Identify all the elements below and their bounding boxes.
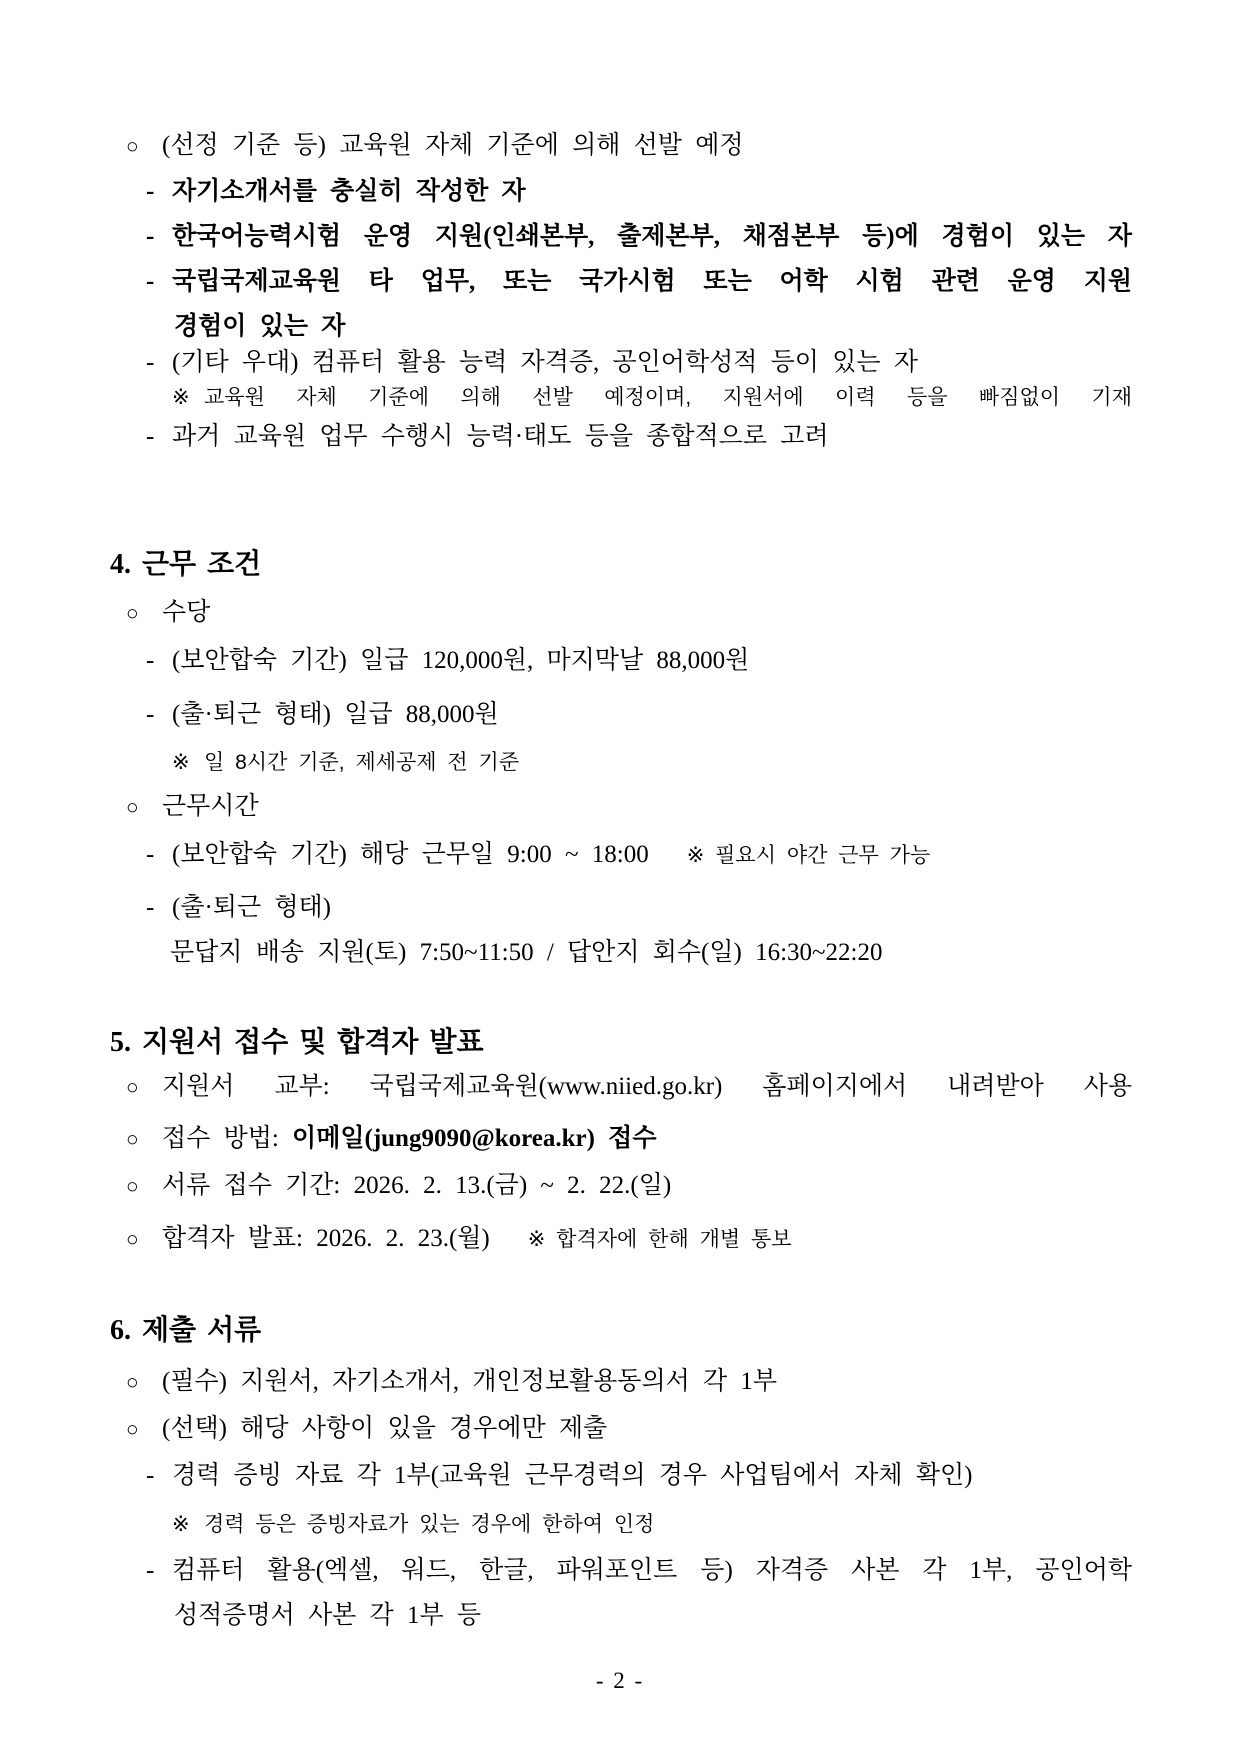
list-item (0, 892, 1240, 925)
note-text: 경력 등은 증빙자료가 있는 경우에 한하여 인정 (204, 1513, 655, 1536)
list-item (0, 597, 1240, 630)
circle-bullet: ○ (126, 1370, 139, 1394)
circle-bullet: ○ (126, 134, 139, 158)
item-text: (보안합숙 기간) 일급 120,000원, 마지막날 88,000원 (172, 647, 750, 674)
item-text: 경험이 있는 자 (174, 313, 346, 340)
section-heading-working-conditions: 4. 근무 조건 (110, 549, 262, 580)
circle-bullet: ○ (126, 601, 139, 625)
note-text: 교육원 자체 기준에 의해 선발 예정이며, 지원서에 이력 등을 빠짐없이 기재 (204, 386, 1132, 409)
list-item (0, 1123, 1240, 1156)
circle-bullet: ○ (126, 1417, 139, 1441)
item-text: 접수 방법: (162, 1125, 293, 1152)
circle-bullet: ○ (126, 1174, 139, 1198)
inline-note: ※ 합격자에 한해 개별 통보 (527, 1228, 792, 1251)
item-text: (보안합숙 기간) 해당 근무일 9:00 ~ 18:00 (172, 841, 649, 868)
list-item (0, 347, 1240, 380)
section-heading-application: 5. 지원서 접수 및 합격자 발표 (110, 1027, 484, 1058)
circle-bullet: ○ (126, 1075, 139, 1099)
list-item (0, 176, 1240, 209)
item-text: 서류 접수 기간: 2026. 2. 13.(금) ~ 2. 22.(일) (162, 1172, 672, 1199)
dash-bullet: - (146, 894, 155, 921)
item-text: (출·퇴근 형태) (172, 894, 331, 921)
circle-bullet: ○ (126, 1127, 139, 1151)
list-item-continuation (0, 311, 1240, 344)
item-text: 자기소개서를 충실히 작성한 자 (172, 178, 526, 205)
item-text: (선택) 해당 사항이 있을 경우에만 제출 (162, 1415, 608, 1442)
list-item (0, 421, 1240, 454)
item-text: 한국어능력시험 운영 지원(인쇄본부, 출제본부, 채점본부 등)에 경험이 있는 자 (172, 223, 1132, 250)
dash-bullet: - (146, 701, 155, 728)
note-line (0, 384, 1240, 411)
item-text: 합격자 발표: 2026. 2. 23.(월) (162, 1225, 490, 1252)
list-item (0, 1071, 1240, 1104)
item-text: 수당 (162, 599, 211, 626)
item-text: 컴퓨터 활용(엑셀, 워드, 한글, 파워포인트 등) 자격증 사본 각 1부, 공인어학 (172, 1557, 1132, 1584)
item-text: (출·퇴근 형태) 일급 88,000원 (172, 701, 499, 728)
item-text: (선정 기준 등) 교육원 자체 기준에 의해 선발 예정 (162, 132, 744, 159)
list-item (0, 130, 1240, 163)
list-item (0, 839, 1240, 872)
list-item (0, 699, 1240, 732)
note-line (0, 749, 1240, 776)
list-item (0, 1413, 1240, 1446)
item-text: (필수) 지원서, 자기소개서, 개인정보활용동의서 각 1부 (162, 1368, 778, 1395)
item-text: 성적증명서 사본 각 1부 등 (174, 1602, 482, 1629)
item-text: 경력 증빙 자료 각 1부(교육원 근무경력의 경우 사업팀에서 자체 확인) (172, 1462, 973, 1489)
item-text: 근무시간 (162, 793, 259, 820)
note-line (0, 1511, 1240, 1538)
list-item (0, 645, 1240, 678)
section-heading-documents: 6. 제출 서류 (110, 1315, 262, 1346)
dash-bullet: - (146, 423, 155, 450)
dash-bullet: - (146, 1557, 155, 1584)
email-address: 이메일(jung9090@korea.kr) 접수 (292, 1125, 657, 1152)
reference-mark-icon: ※ (172, 1513, 190, 1536)
list-item (0, 1366, 1240, 1399)
item-text: 과거 교육원 업무 수행시 능력·태도 등을 종합적으로 고려 (172, 423, 829, 450)
list-item (0, 266, 1240, 299)
dash-bullet: - (146, 223, 155, 250)
inline-note: ※ 필요시 야간 근무 가능 (686, 844, 931, 867)
list-item (0, 221, 1240, 254)
item-text: (기타 우대) 컴퓨터 활용 능력 자격증, 공인어학성적 등이 있는 자 (172, 349, 918, 376)
item-text: 문답지 배송 지원(토) 7:50~11:50 / 답안지 회수(일) 16:30~22:20 (170, 939, 883, 966)
dash-bullet: - (146, 178, 155, 205)
list-item (0, 791, 1240, 824)
list-item-continuation (0, 937, 1240, 970)
page-number: - 2 - (595, 1668, 645, 1693)
list-item (0, 1555, 1240, 1588)
list-item-continuation (0, 1600, 1240, 1633)
circle-bullet: ○ (126, 1227, 139, 1251)
reference-mark-icon: ※ (172, 751, 190, 774)
list-item (0, 1223, 1240, 1256)
reference-mark-icon: ※ (172, 386, 190, 409)
list-item (0, 1170, 1240, 1203)
note-text: 일 8시간 기준, 제세공제 전 기준 (204, 751, 520, 774)
dash-bullet: - (146, 647, 155, 674)
dash-bullet: - (146, 841, 155, 868)
list-item (0, 1460, 1240, 1493)
dash-bullet: - (146, 268, 155, 295)
dash-bullet: - (146, 1462, 155, 1489)
dash-bullet: - (146, 349, 155, 376)
circle-bullet: ○ (126, 795, 139, 819)
item-text: 지원서 교부: 국립국제교육원(www.niied.go.kr) 홈페이지에서 내려받아 사용 (162, 1073, 1132, 1100)
item-text: 국립국제교육원 타 업무, 또는 국가시험 또는 어학 시험 관련 운영 지원 (172, 268, 1132, 295)
